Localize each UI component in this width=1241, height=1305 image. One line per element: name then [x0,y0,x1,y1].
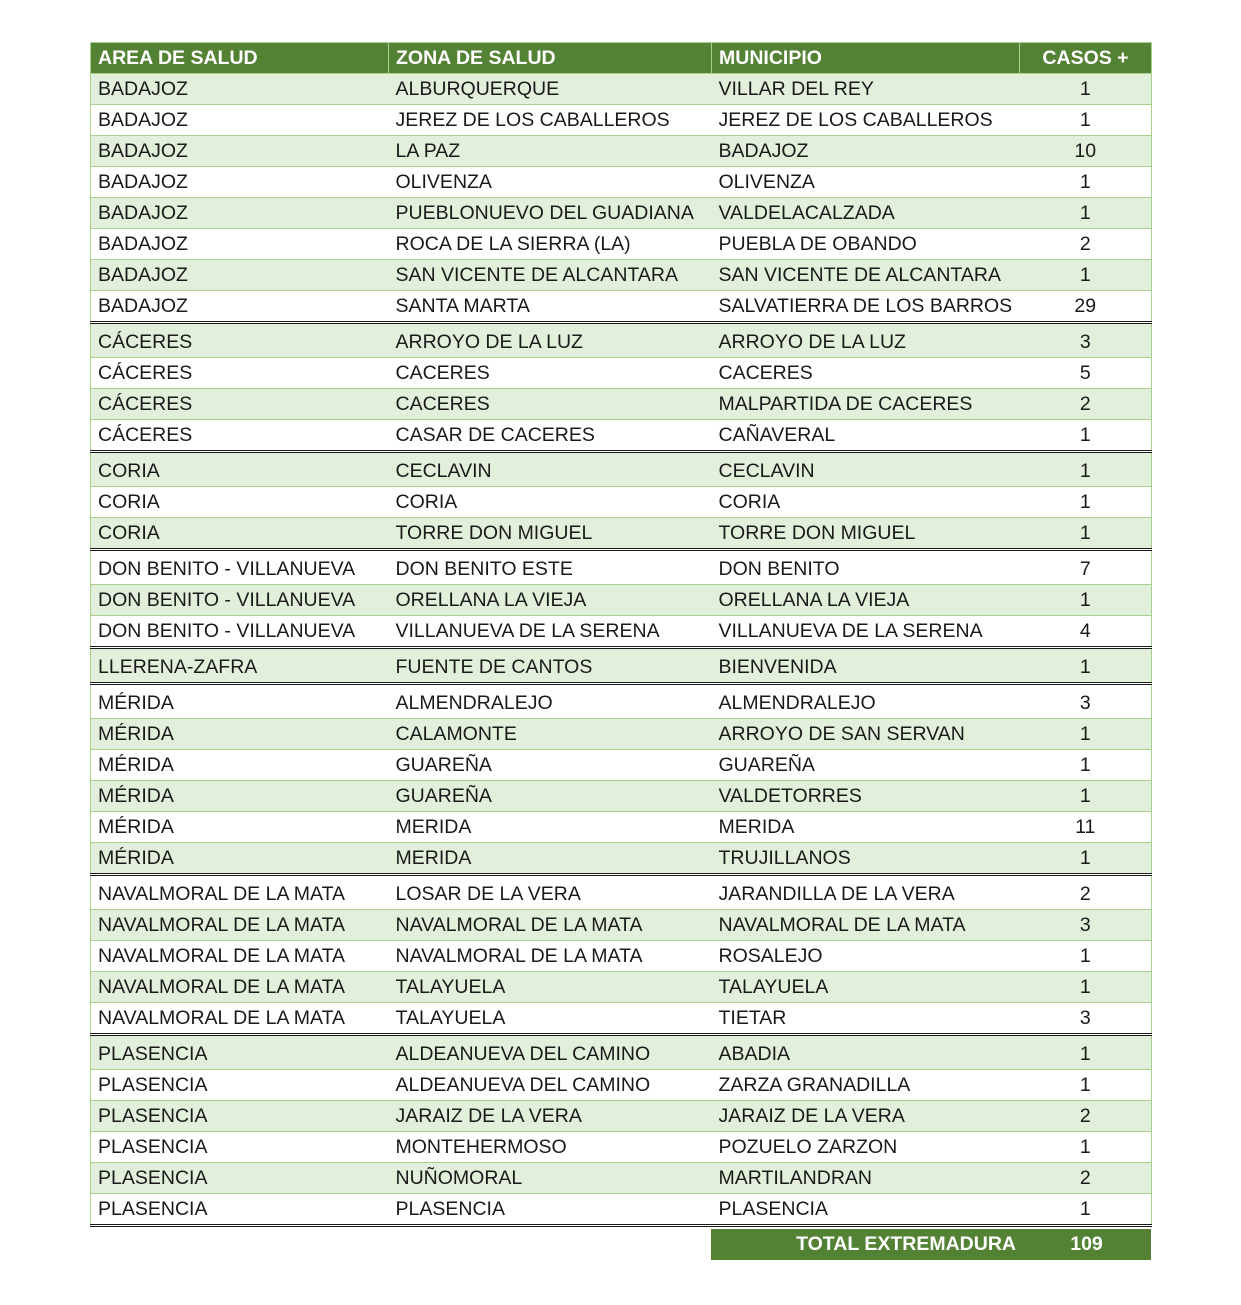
area-de-salud-cell: BADAJOZ [91,229,389,260]
municipio-cell: ARROYO DE SAN SERVAN [712,719,1020,750]
casos-cell: 1 [1020,585,1152,616]
area-de-salud-cell: CORIA [91,518,389,550]
area-de-salud-cell: BADAJOZ [91,167,389,198]
table-row [91,518,1152,550]
zona-de-salud-cell: ALMENDRALEJO [389,684,712,719]
table-row [91,74,1152,105]
zona-de-salud-cell: PUEBLONUEVO DEL GUADIANA [389,198,712,229]
table-row [91,843,1152,875]
municipio-cell: VALDELACALZADA [712,198,1020,229]
casos-cell: 29 [1020,291,1152,323]
table-row [91,1194,1152,1226]
table-header-row [91,43,1152,74]
zona-de-salud-cell: FUENTE DE CANTOS [389,648,712,684]
table-row [91,750,1152,781]
area-de-salud-cell: MÉRIDA [91,719,389,750]
area-de-salud-cell: PLASENCIA [91,1163,389,1194]
total-label: TOTAL EXTREMADURA [796,1233,1016,1255]
zona-de-salud-cell: ALDEANUEVA DEL CAMINO [389,1070,712,1101]
casos-cell: 2 [1020,875,1152,910]
casos-cell: 1 [1020,487,1152,518]
area-de-salud-cell: BADAJOZ [91,291,389,323]
table-row [91,684,1152,719]
area-de-salud-cell: PLASENCIA [91,1132,389,1163]
casos-cell: 1 [1020,1194,1152,1226]
municipio-cell: ALMENDRALEJO [712,684,1020,719]
zona-de-salud-cell: CECLAVIN [389,452,712,487]
area-de-salud-cell: CÁCERES [91,358,389,389]
municipio-cell: POZUELO ZARZON [712,1132,1020,1163]
zona-de-salud-cell: MONTEHERMOSO [389,1132,712,1163]
area-de-salud-cell: BADAJOZ [91,74,389,105]
table-row [91,585,1152,616]
casos-cell: 2 [1020,1163,1152,1194]
area-de-salud-cell: MÉRIDA [91,750,389,781]
area-de-salud-cell: NAVALMORAL DE LA MATA [91,910,389,941]
casos-cell: 10 [1020,136,1152,167]
area-de-salud-cell: CORIA [91,487,389,518]
table-row [91,323,1152,358]
cases-by-municipality-table [90,42,1152,1227]
area-de-salud-cell: BADAJOZ [91,136,389,167]
area-de-salud-cell: MÉRIDA [91,812,389,843]
casos-cell: 1 [1020,198,1152,229]
area-de-salud-cell: NAVALMORAL DE LA MATA [91,972,389,1003]
municipio-cell: SAN VICENTE DE ALCANTARA [712,260,1020,291]
area-de-salud-cell: PLASENCIA [91,1194,389,1226]
header-municipio: MUNICIPIO [712,43,1020,74]
area-de-salud-cell: BADAJOZ [91,105,389,136]
casos-cell: 1 [1020,941,1152,972]
municipio-cell: VILLAR DEL REY [712,74,1020,105]
zona-de-salud-cell: CALAMONTE [389,719,712,750]
municipio-cell: TRUJILLANOS [712,843,1020,875]
zona-de-salud-cell: VILLANUEVA DE LA SERENA [389,616,712,648]
municipio-cell: ARROYO DE LA LUZ [712,323,1020,358]
municipio-cell: TALAYUELA [712,972,1020,1003]
zona-de-salud-cell: PLASENCIA [389,1194,712,1226]
table-row [91,420,1152,452]
table-row [91,1101,1152,1132]
casos-cell: 11 [1020,812,1152,843]
area-de-salud-cell: CORIA [91,452,389,487]
area-de-salud-cell: NAVALMORAL DE LA MATA [91,941,389,972]
table-row [91,487,1152,518]
table-row [91,167,1152,198]
casos-cell: 1 [1020,518,1152,550]
table-row [91,719,1152,750]
zona-de-salud-cell: SANTA MARTA [389,291,712,323]
header-casos: CASOS + [1020,43,1152,74]
zona-de-salud-cell: TORRE DON MIGUEL [389,518,712,550]
zona-de-salud-cell: DON BENITO ESTE [389,550,712,585]
zona-de-salud-cell: NUÑOMORAL [389,1163,712,1194]
municipio-cell: JARANDILLA DE LA VERA [712,875,1020,910]
table-row [91,1132,1152,1163]
table-row [91,616,1152,648]
table-row [91,648,1152,684]
municipio-cell: TORRE DON MIGUEL [712,518,1020,550]
municipio-cell: SALVATIERRA DE LOS BARROS [712,291,1020,323]
area-de-salud-cell: MÉRIDA [91,684,389,719]
zona-de-salud-cell: ALBURQUERQUE [389,74,712,105]
area-de-salud-cell: PLASENCIA [91,1035,389,1070]
casos-cell: 1 [1020,972,1152,1003]
municipio-cell: PUEBLA DE OBANDO [712,229,1020,260]
zona-de-salud-cell: CASAR DE CACERES [389,420,712,452]
header-area-de-salud: AREA DE SALUD [91,43,389,74]
header-zona-de-salud: ZONA DE SALUD [389,43,712,74]
table-row [91,229,1152,260]
casos-cell: 5 [1020,358,1152,389]
casos-cell: 1 [1020,750,1152,781]
municipio-cell: MERIDA [712,812,1020,843]
area-de-salud-cell: BADAJOZ [91,260,389,291]
area-de-salud-cell: PLASENCIA [91,1070,389,1101]
casos-cell: 1 [1020,648,1152,684]
table-row [91,1070,1152,1101]
zona-de-salud-cell: SAN VICENTE DE ALCANTARA [389,260,712,291]
municipio-cell: ABADIA [712,1035,1020,1070]
municipio-cell: CACERES [712,358,1020,389]
municipio-cell: BADAJOZ [712,136,1020,167]
table-row [91,291,1152,323]
table-row [91,910,1152,941]
zona-de-salud-cell: JEREZ DE LOS CABALLEROS [389,105,712,136]
casos-cell: 1 [1020,843,1152,875]
zona-de-salud-cell: NAVALMORAL DE LA MATA [389,910,712,941]
casos-cell: 1 [1020,452,1152,487]
municipio-cell: BIENVENIDA [712,648,1020,684]
municipio-cell: MARTILANDRAN [712,1163,1020,1194]
zona-de-salud-cell: ALDEANUEVA DEL CAMINO [389,1035,712,1070]
casos-cell: 3 [1020,1003,1152,1035]
area-de-salud-cell: MÉRIDA [91,781,389,812]
zona-de-salud-cell: CACERES [389,358,712,389]
casos-cell: 2 [1020,1101,1152,1132]
area-de-salud-cell: DON BENITO - VILLANUEVA [91,616,389,648]
table-row [91,1035,1152,1070]
zona-de-salud-cell: ORELLANA LA VIEJA [389,585,712,616]
casos-cell: 3 [1020,684,1152,719]
table-row [91,875,1152,910]
area-de-salud-cell: LLERENA-ZAFRA [91,648,389,684]
zona-de-salud-cell: GUAREÑA [389,781,712,812]
casos-cell: 2 [1020,389,1152,420]
area-de-salud-cell: NAVALMORAL DE LA MATA [91,1003,389,1035]
zona-de-salud-cell: CORIA [389,487,712,518]
casos-cell: 1 [1020,260,1152,291]
zona-de-salud-cell: JARAIZ DE LA VERA [389,1101,712,1132]
municipio-cell: CAÑAVERAL [712,420,1020,452]
casos-cell: 2 [1020,229,1152,260]
area-de-salud-cell: BADAJOZ [91,198,389,229]
zona-de-salud-cell: NAVALMORAL DE LA MATA [389,941,712,972]
cases-table-container [90,42,1151,1227]
casos-cell: 7 [1020,550,1152,585]
municipio-cell: VALDETORRES [712,781,1020,812]
area-de-salud-cell: DON BENITO - VILLANUEVA [91,585,389,616]
zona-de-salud-cell: ARROYO DE LA LUZ [389,323,712,358]
area-de-salud-cell: CÁCERES [91,420,389,452]
municipio-cell: MALPARTIDA DE CACERES [712,389,1020,420]
casos-cell: 1 [1020,105,1152,136]
table-row [91,812,1152,843]
casos-cell: 1 [1020,74,1152,105]
total-value: 109 [1070,1233,1103,1255]
municipio-cell: DON BENITO [712,550,1020,585]
municipio-cell: ORELLANA LA VIEJA [712,585,1020,616]
table-row [91,781,1152,812]
casos-cell: 1 [1020,1035,1152,1070]
casos-cell: 1 [1020,167,1152,198]
casos-cell: 1 [1020,1132,1152,1163]
zona-de-salud-cell: CACERES [389,389,712,420]
municipio-cell: OLIVENZA [712,167,1020,198]
casos-cell: 1 [1020,420,1152,452]
municipio-cell: CORIA [712,487,1020,518]
zona-de-salud-cell: LOSAR DE LA VERA [389,875,712,910]
zona-de-salud-cell: TALAYUELA [389,972,712,1003]
casos-cell: 1 [1020,719,1152,750]
table-row [91,941,1152,972]
table-body [91,74,1152,1226]
municipio-cell: PLASENCIA [712,1194,1020,1226]
table-row [91,972,1152,1003]
municipio-cell: VILLANUEVA DE LA SERENA [712,616,1020,648]
zona-de-salud-cell: OLIVENZA [389,167,712,198]
table-row [91,105,1152,136]
municipio-cell: JARAIZ DE LA VERA [712,1101,1020,1132]
municipio-cell: JEREZ DE LOS CABALLEROS [712,105,1020,136]
area-de-salud-cell: CÁCERES [91,323,389,358]
table-row [91,1003,1152,1035]
casos-cell: 3 [1020,910,1152,941]
municipio-cell: GUAREÑA [712,750,1020,781]
area-de-salud-cell: NAVALMORAL DE LA MATA [91,875,389,910]
zona-de-salud-cell: LA PAZ [389,136,712,167]
municipio-cell: TIETAR [712,1003,1020,1035]
area-de-salud-cell: DON BENITO - VILLANUEVA [91,550,389,585]
zona-de-salud-cell: TALAYUELA [389,1003,712,1035]
total-row [711,1229,1151,1260]
table-row [91,198,1152,229]
zona-de-salud-cell: ROCA DE LA SIERRA (LA) [389,229,712,260]
casos-cell: 3 [1020,323,1152,358]
table-row [91,260,1152,291]
zona-de-salud-cell: MERIDA [389,812,712,843]
zona-de-salud-cell: MERIDA [389,843,712,875]
table-row [91,550,1152,585]
municipio-cell: NAVALMORAL DE LA MATA [712,910,1020,941]
casos-cell: 1 [1020,781,1152,812]
municipio-cell: CECLAVIN [712,452,1020,487]
table-row [91,452,1152,487]
table-row [91,389,1152,420]
municipio-cell: ZARZA GRANADILLA [712,1070,1020,1101]
table-row [91,358,1152,389]
table-row [91,136,1152,167]
casos-cell: 4 [1020,616,1152,648]
municipio-cell: ROSALEJO [712,941,1020,972]
area-de-salud-cell: PLASENCIA [91,1101,389,1132]
area-de-salud-cell: MÉRIDA [91,843,389,875]
table-row [91,1163,1152,1194]
zona-de-salud-cell: GUAREÑA [389,750,712,781]
casos-cell: 1 [1020,1070,1152,1101]
area-de-salud-cell: CÁCERES [91,389,389,420]
